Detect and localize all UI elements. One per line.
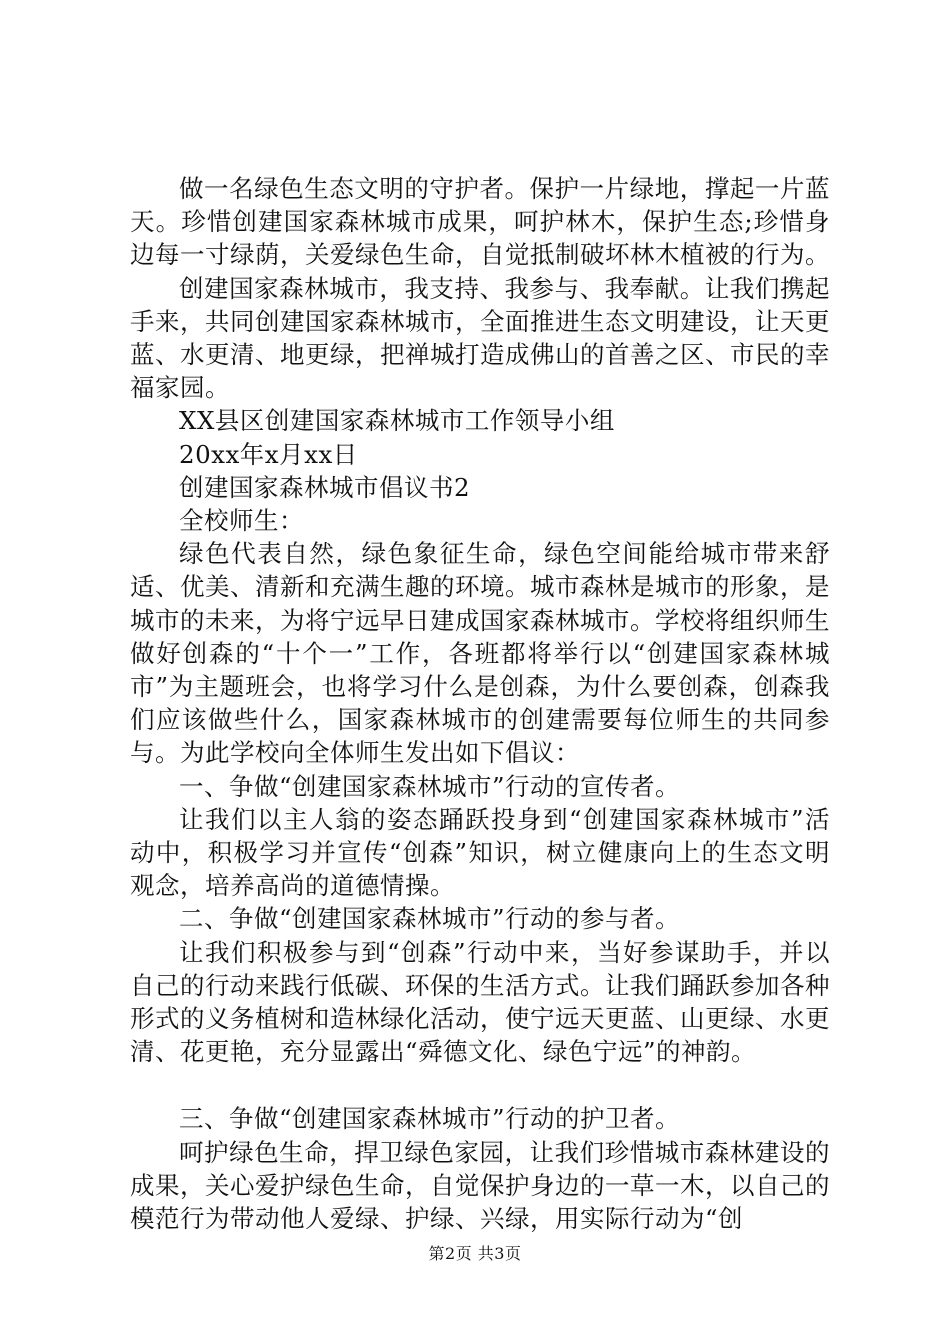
signature-date: 20xx年x月xx日 [179, 439, 358, 469]
heading-promoter: 一、争做“创建国家森林城市”行动的宣传者。 [179, 771, 681, 801]
paragraph-promoter: 让我们以主人翁的姿态踊跃投身到“创建国家森林城市”活动中，积极学习并宣传“创森”知识，树立健康向上的生态文明观念，培养高尚的道德情操。 [130, 804, 830, 901]
document-body [130, 172, 830, 1235]
paragraph-protector: 呵护绿色生命，捍卫绿色家园，让我们珍惜城市森林建设的成果，关心爱护绿色生命，自觉保护身边的一草一木，以自己的模范行为带动他人爱绿、护绿、兴绿，用实际行动为“创 [130, 1137, 830, 1234]
signature-organization: XX县区创建国家森林城市工作领导小组 [179, 406, 615, 436]
paragraph-intro: 绿色代表自然，绿色象征生命，绿色空间能给城市带来舒适、优美、清新和充满生趣的环境。城市森林是城市的形象，是城市的未来，为将宁远早日建成国家森林城市。学校将组织师生做好创森的“十个一”工作，各班都将举行以“创建国家森林城市”为主题班会，也将学习什么是创森，为什么要创森，创森我们应该做些什么，国家森林城市的创建需要每位师生的共同参与。为此学校向全体师生发出如下倡议： [130, 539, 830, 768]
paragraph-guardian: 做一名绿色生态文明的守护者。保护一片绿地，撑起一片蓝天。珍惜创建国家森林城市成果，呵护林木，保护生态;珍惜身边每一寸绿荫，关爱绿色生命，自觉抵制破坏林木植被的行为。 [130, 174, 830, 270]
section-title: 创建国家森林城市倡议书2 [179, 472, 471, 502]
blank-line [130, 1068, 830, 1102]
salutation: 全校师生： [179, 506, 304, 536]
heading-participant: 二、争做“创建国家森林城市”行动的参与者。 [179, 904, 681, 934]
paragraph-join-hands: 创建国家森林城市，我支持、我参与、我奉献。让我们携起手来，共同创建国家森林城市，全面推进生态文明建设，让天更蓝、水更清、地更绿，把禅城打造成佛山的首善之区、市民的幸福家园。 [130, 273, 830, 403]
page-number-footer: 第2页 共3页 [428, 1244, 522, 1263]
paragraph-participant: 让我们积极参与到“创森”行动中来，当好参谋助手，并以自己的行动来践行低碳、环保的生活方式。让我们踊跃参加各种形式的义务植树和造林绿化活动，使宁远天更蓝、山更绿、水更清、花更艳，充分显露出“舜德文化、绿色宁远”的神韵。 [130, 937, 830, 1067]
heading-protector: 三、争做“创建国家森林城市”行动的护卫者。 [179, 1104, 681, 1134]
